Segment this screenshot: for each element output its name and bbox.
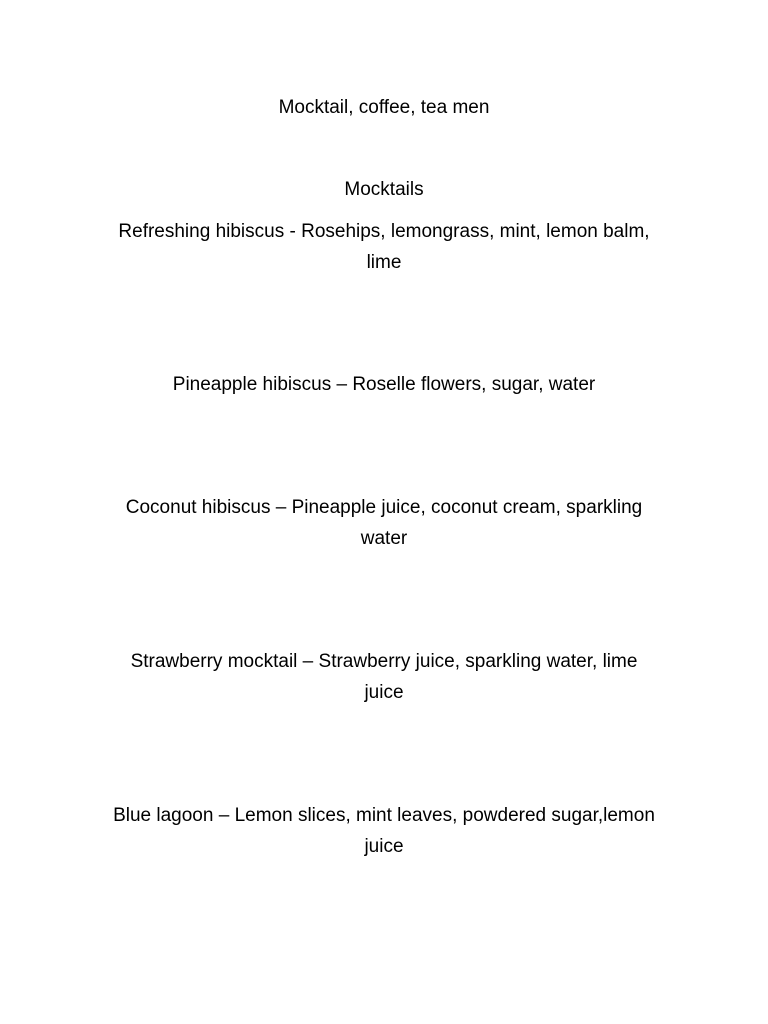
section-heading-mocktails: Mocktails [344, 179, 424, 200]
menu-item-text: Blue lagoon – Lemon slices, mint leaves, powdered sugar,lemon [113, 805, 655, 826]
menu-item-text: Pineapple hibiscus – Roselle flowers, sugar, water [172, 374, 596, 395]
menu-item-text: lime [366, 252, 402, 273]
menu-item-text: Strawberry mocktail – Strawberry juice, sparkling water, lime [130, 651, 638, 672]
menu-item-text: juice [364, 682, 404, 703]
menu-item-text: juice [364, 836, 404, 857]
menu-item-text: Refreshing hibiscus - Rosehips, lemongrass, mint, lemon balm, [118, 221, 650, 242]
menu-item-text: water [360, 528, 408, 549]
document-title: Mocktail, coffee, tea men [278, 97, 490, 118]
menu-item-text: Coconut hibiscus – Pineapple juice, coconut cream, sparkling [125, 497, 643, 518]
